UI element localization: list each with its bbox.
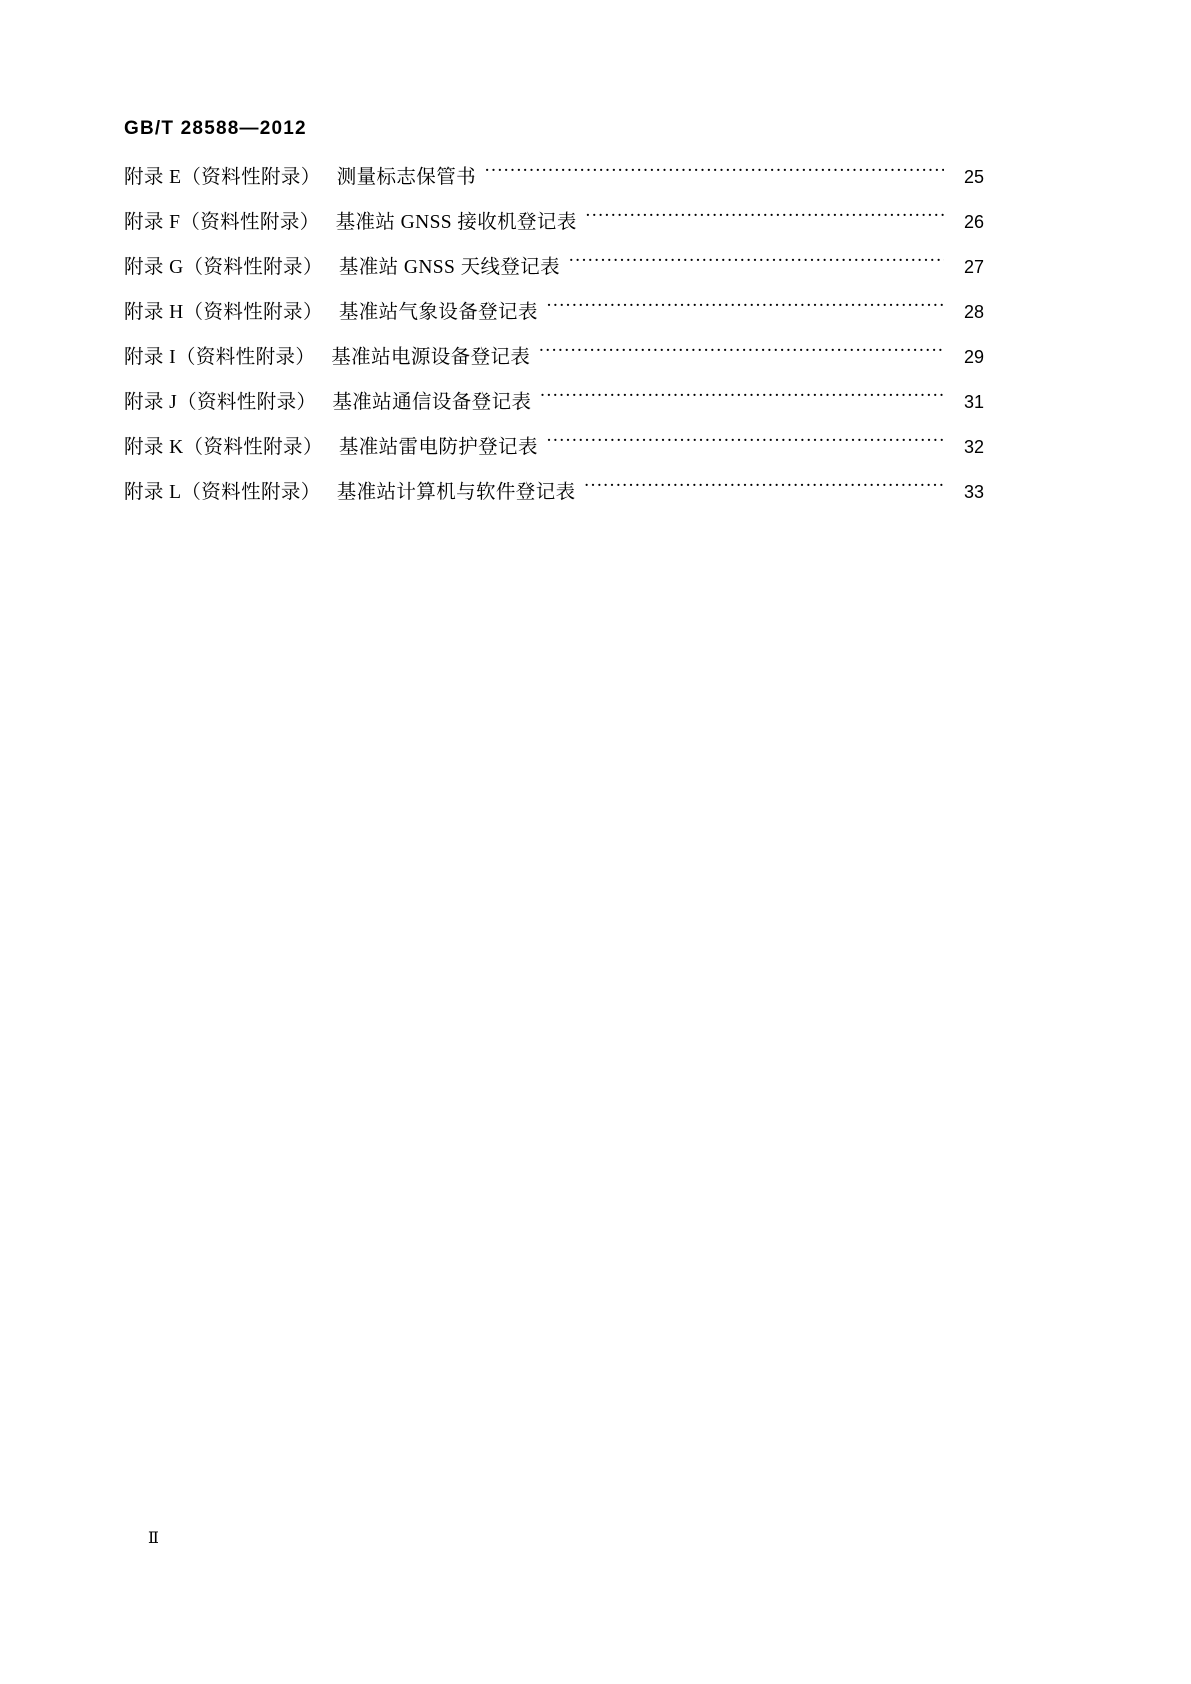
toc-entry[interactable]: [124, 160, 984, 195]
toc-annex-label: 附录 H（资料性附录）: [124, 302, 323, 323]
toc-annex-label: 附录 L（资料性附录）: [124, 482, 321, 503]
toc-annex-label: 附录 J（资料性附录）: [124, 392, 317, 413]
toc-entry-title: 基准站通信设备登记表: [332, 392, 532, 413]
toc-page-number: 27: [963, 257, 984, 277]
toc-page-number: 29: [963, 347, 984, 367]
page-folio: Ⅱ: [148, 1530, 160, 1547]
toc-entry-title: 基准站 GNSS 天线登记表: [338, 257, 561, 278]
toc-entry[interactable]: [124, 250, 984, 285]
toc-dot-leader: [484, 164, 944, 184]
toc-dot-leader: [539, 389, 944, 409]
toc-page-number: 25: [963, 167, 984, 187]
toc-dot-leader: [546, 434, 944, 454]
toc-page-number: 32: [963, 437, 984, 457]
toc-entry-title: 基准站 GNSS 接收机登记表: [335, 212, 577, 233]
toc-entry[interactable]: [124, 295, 984, 330]
toc-entry-title: 测量标志保管书: [336, 167, 476, 188]
toc-entry[interactable]: [124, 385, 984, 420]
toc-entry-title: 基准站气象设备登记表: [338, 302, 538, 323]
toc-annex-label: 附录 I（资料性附录）: [124, 347, 316, 368]
toc-annex-label: 附录 F（资料性附录）: [124, 212, 320, 233]
toc-entry-title: 基准站电源设备登记表: [331, 347, 531, 368]
toc-page-number: 28: [963, 302, 984, 322]
toc-entry[interactable]: [124, 340, 984, 375]
toc-annex-label: 附录 G（资料性附录）: [124, 257, 323, 278]
toc-entry-title: 基准站雷电防护登记表: [338, 437, 538, 458]
toc-page-number: 26: [963, 212, 984, 232]
running-head-standard-number: GB/T 28588—2012: [124, 118, 307, 139]
toc-dot-leader: [538, 344, 944, 364]
toc-entry[interactable]: [124, 430, 984, 465]
toc-dot-leader: [568, 254, 944, 274]
toc-entry[interactable]: [124, 475, 984, 510]
table-of-contents: [124, 160, 984, 520]
toc-entry-title: 基准站计算机与软件登记表: [336, 482, 576, 503]
toc-dot-leader: [546, 299, 944, 319]
toc-entry[interactable]: [124, 205, 984, 240]
toc-annex-label: 附录 E（资料性附录）: [124, 167, 321, 188]
toc-annex-label: 附录 K（资料性附录）: [124, 437, 323, 458]
toc-page-number: 31: [963, 392, 984, 412]
toc-dot-leader: [584, 479, 945, 499]
toc-dot-leader: [585, 209, 944, 229]
toc-page-number: 33: [963, 482, 984, 502]
